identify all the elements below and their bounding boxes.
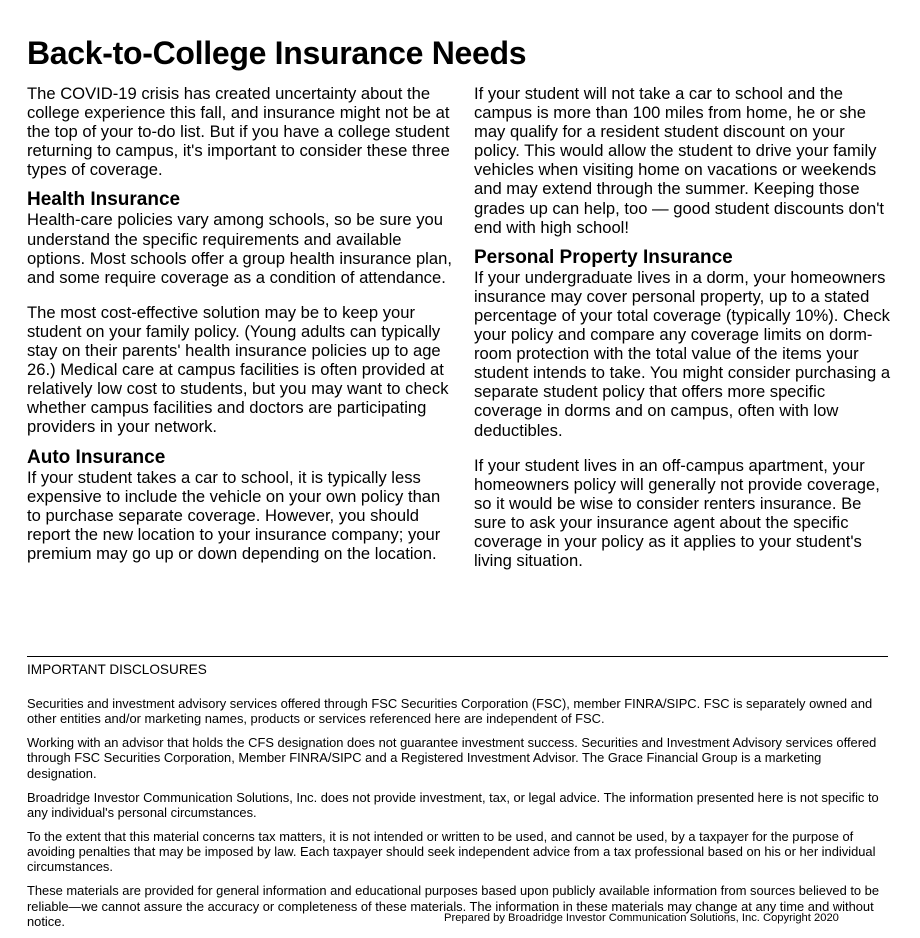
disclosure-paragraph: Working with an advisor that holds the CFS designation does not guarantee investment success. Securities and Investment Advisory services offered through FSC Securities Corporation, Member FINRA/SIPC and a Registered Investment Advisor. The Grace Financial Group is a marketing designation. <box>27 735 877 781</box>
auto-paragraph-2: If your student will not take a car to school and the campus is more than 100 miles from home, he or she may qualify for a resident student discount on your policy. This would allow the student to drive your family vehicles when visiting home on vacations or weekends and may extend through the summer. Keeping those grades up can help, too — good student discounts don't end with high school! <box>474 84 884 237</box>
disclosure-paragraph: To the extent that this material concerns tax matters, it is not intended or written to be used, and cannot be used, by a taxpayer for the purpose of avoiding penalties that may be imposed by law. Each taxpayer should seek independent advice from a tax professional based on his or her individual circumstances. <box>27 828 876 875</box>
disclosures-title: IMPORTANT DISCLOSURES <box>27 662 207 677</box>
health-insurance-heading: Health Insurance <box>27 189 181 211</box>
right-column <box>474 84 894 586</box>
disclosure-paragraph: These materials are provided for general information and educational purposes based upon publicly available information from sources believed to be reliable—we cannot assure the accuracy or completeness of these materials. The information in these materials may change at any time and without notice. <box>27 883 879 929</box>
disclosure-paragraph: Broadridge Investor Communication Solutions, Inc. does not provide investment, tax, or legal advice. The information presented here is not specific to any individual's personal circumstances. <box>27 789 879 820</box>
health-paragraph-2: The most cost-effective solution may be to keep your student on your family policy. (Young adults can typically stay on their parents' health insurance policies up to age 26.) Medical care at campus facilities is often provided at relatively low cost to students, but you may want to check whether campus facilities and doctors are participating providers in your network. <box>27 302 449 437</box>
auto-paragraph-1: If your student takes a car to school, it is typically less expensive to include the vehicle on your own policy than to purchase separate coverage. However, you should report the new location to your insurance company; your premium may go up or down depending on the location. <box>27 467 441 563</box>
personal-property-heading: Personal Property Insurance <box>474 246 733 268</box>
copyright-credit: Prepared by Broadridge Investor Communication Solutions, Inc. Copyright 2020 <box>444 912 839 924</box>
auto-insurance-heading: Auto Insurance <box>27 446 166 468</box>
property-paragraph-2: If your student lives in an off-campus apartment, your homeowners policy will generally not provide coverage, so it would be wise to consider renters insurance. Be sure to ask your insurance agent about the specific coverage in your policy as it applies to your student's living situation. <box>474 455 880 571</box>
property-paragraph-1: If your undergraduate lives in a dorm, your homeowners insurance may cover personal property, up to a stated percentage of your total coverage (typically 10%). Check your policy and compare any coverage limits on dorm-room protection with the total value of the items your student intends to take. You might consider purchasing a separate student policy that offers more specific coverage in dorms and on campus, often with low deductibles. <box>474 267 891 440</box>
disclosure-paragraph: Securities and investment advisory services offered through FSC Securities Corporation (FSC), member FINRA/SIPC. FSC is separately owned and other entities and/or marketing names, products or services referenced here are independent of FSC. <box>27 696 873 727</box>
disclosures-section <box>27 696 893 938</box>
page-title: Back-to-College Insurance Needs <box>27 35 527 71</box>
health-paragraph-1: Health-care policies vary among schools, so be sure you understand the specific requirements and available options. Most schools offer a group health insurance plan, and some require coverage as a condition of attendance. <box>27 210 452 287</box>
intro-paragraph: The COVID-19 crisis has created uncertainty about the college experience this fall, and insurance might not be at the top of your to-do list. But if you have a college student returning to campus, it's important to consider these three types of coverage. <box>27 84 450 180</box>
left-column <box>27 84 454 579</box>
disclosures-divider <box>27 656 888 657</box>
